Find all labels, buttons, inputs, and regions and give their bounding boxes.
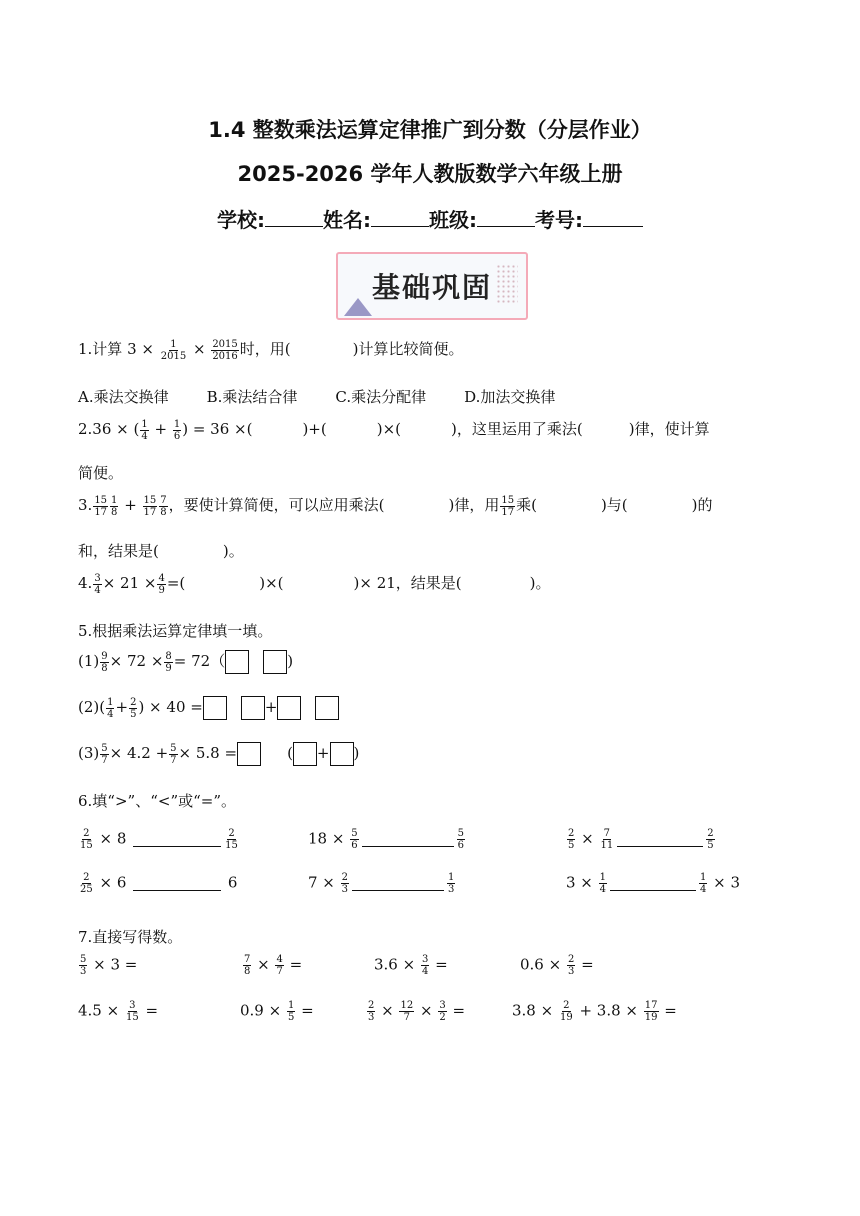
fraction: $\frac{5}{3}$ [80, 954, 87, 977]
fraction: $\frac{1}{4}$ [700, 872, 707, 895]
fraction: $\frac{4}{7}$ [276, 954, 283, 977]
fraction: $\frac{7}{8}$ [160, 494, 167, 518]
comparison-item [78, 828, 240, 851]
fraction: $\frac{1}{4}$ [599, 872, 607, 895]
expression-text: = [284, 955, 303, 974]
name-blank[interactable] [371, 208, 429, 227]
worksheet-subtitle: 2025-2026 学年人教版数学六年级上册 [237, 162, 623, 186]
question-3-cont: 和，结果是( )。 [78, 542, 244, 560]
name-label: 姓名: [323, 208, 371, 232]
expression-text: + 3.8 × [574, 1001, 643, 1020]
q1-text: 1.计算 3 × [78, 340, 154, 358]
class-blank[interactable] [477, 208, 535, 227]
option-b[interactable]: B.乘法结合律 [206, 388, 298, 406]
expression-text: = [430, 955, 448, 974]
fraction: $\frac{2}{5}$ [130, 696, 137, 720]
question-2: 2.36 × ( $\frac{1}{4}$ + $\frac{1}{6}$ ) = 36 ×( )+( )×( )，这里运用了乘法( )律，使计算 [78, 418, 710, 442]
calculation-item[interactable] [78, 954, 137, 977]
expression-text: × 6 [94, 873, 132, 892]
answer-box[interactable] [237, 742, 261, 766]
calculation-item[interactable] [512, 1000, 677, 1023]
option-a[interactable]: A.乘法交换律 [78, 388, 169, 406]
section-banner [336, 252, 528, 320]
fraction: $\frac{7}{8}$ [244, 954, 251, 977]
school-label: 学校: [217, 208, 265, 232]
fraction: $\frac{2}{15}$ [80, 828, 93, 851]
q1-text: )计算比较简便。 [352, 340, 464, 358]
comparison-blank[interactable] [610, 889, 696, 891]
fraction: $\frac{2}{5}$ [707, 828, 714, 851]
expression-text: × [252, 955, 275, 974]
comparison-item [566, 828, 716, 851]
calculation-item[interactable] [366, 1000, 465, 1023]
question-3: 3. $\frac{15}{17}$ $\frac{1}{8}$ + $\frac{15}{17}$ $\frac{7}{8}$ ，要使计算简便，可以应用乘法( )律，用 $\frac{15}{17}$ 乘( )与( )的 [78, 494, 713, 518]
fraction: $\frac{15}{17}$ [143, 494, 157, 518]
question-5-3: (3) $\frac{5}{7}$ × 4.2 + $\frac{5}{7}$ × 5.8 = ( + ) [78, 742, 360, 766]
fraction: $\frac{2}{15}$ [225, 828, 238, 851]
class-label: 班级: [429, 208, 477, 232]
comparison-blank[interactable] [617, 845, 703, 847]
expression-text: × 3 = [88, 955, 138, 974]
expression-text: 7 × [308, 873, 340, 892]
fraction: $\frac{1}{6}$ [173, 418, 181, 442]
fraction: $\frac{1}{4}$ [141, 418, 148, 442]
question-1-options [78, 386, 555, 407]
fraction: $\frac{5}{6}$ [457, 828, 464, 851]
exam-number-blank[interactable] [583, 208, 643, 227]
option-c[interactable]: C.乘法分配律 [335, 388, 427, 406]
fraction: $\frac{1}{5}$ [287, 1000, 295, 1023]
fraction: $\frac{3}{15}$ [125, 1000, 139, 1023]
answer-box[interactable] [315, 696, 339, 720]
fraction: $\frac{2}{19}$ [559, 1000, 573, 1023]
answer-box[interactable] [277, 696, 301, 720]
calculation-item[interactable] [78, 1000, 158, 1023]
school-blank[interactable] [265, 208, 323, 227]
calculation-item[interactable] [374, 954, 448, 977]
fraction: $\frac{2015}{2016}$ [212, 338, 238, 362]
answer-box[interactable] [203, 696, 227, 720]
expression-text: × 8 [94, 829, 132, 848]
expression-text: = [447, 1001, 466, 1020]
expression-text: × [415, 1001, 438, 1020]
fraction: $\frac{5}{7}$ [101, 742, 108, 766]
fraction: $\frac{1}{8}$ [111, 494, 118, 518]
exam-number-label: 考号: [535, 208, 583, 232]
fraction: $\frac{5}{6}$ [351, 828, 358, 851]
expression-text: 18 × [308, 829, 350, 848]
expression-text: 0.6 × [520, 955, 566, 974]
section-banner-text: 基础巩固 [371, 271, 492, 304]
fraction: $\frac{4}{9}$ [158, 572, 165, 596]
fraction: $\frac{9}{8}$ [101, 650, 108, 674]
fraction: $\frac{1}{4}$ [107, 696, 114, 720]
fraction: $\frac{3}{2}$ [439, 1000, 446, 1023]
fraction: $\frac{12}{7}$ [400, 1000, 414, 1023]
fraction: $\frac{15}{17}$ [94, 494, 108, 518]
fraction: $\frac{2}{3}$ [368, 1000, 375, 1023]
calculation-item[interactable] [240, 1000, 314, 1023]
expression-text: × [576, 829, 599, 848]
comparison-blank[interactable] [352, 889, 444, 891]
q1-text: 时，用( [239, 340, 291, 358]
answer-box[interactable] [241, 696, 265, 720]
expression-text: = [659, 1001, 677, 1020]
expression-text: 4.5 × [78, 1001, 124, 1020]
comparison-item [78, 872, 237, 895]
question-2-cont: 简便。 [78, 464, 124, 482]
answer-box[interactable] [293, 742, 317, 766]
expression-text: = [576, 955, 594, 974]
fraction: $\frac{2}{25}$ [80, 872, 93, 895]
question-5-title: 5.根据乘法运算定律填一填。 [78, 622, 273, 640]
question-5-1: (1) $\frac{9}{8}$ × 72 × $\frac{8}{9}$ = 72（ ) [78, 650, 294, 674]
comparison-item [308, 828, 466, 851]
fraction: $\frac{3}{4}$ [94, 572, 101, 596]
question-6-title: 6.填“>”、“<”或“=”。 [78, 792, 237, 810]
comparison-blank[interactable] [362, 845, 454, 847]
option-d[interactable]: D.加法交换律 [464, 388, 556, 406]
worksheet-title: 1.4 整数乘法运算定律推广到分数（分层作业） [208, 118, 652, 142]
comparison-blank[interactable] [133, 845, 221, 847]
comparison-blank[interactable] [133, 889, 221, 891]
expression-text: × [376, 1001, 399, 1020]
expression-text: 6 [223, 873, 238, 892]
fraction: $\frac{2}{3}$ [567, 954, 575, 977]
fraction: $\frac{15}{17}$ [501, 494, 515, 518]
question-7-title: 7.直接写得数。 [78, 928, 183, 946]
question-5-2: (2)( $\frac{1}{4}$ + $\frac{2}{5}$ ) × 40 = + [78, 696, 339, 720]
calculation-item[interactable] [242, 954, 302, 977]
expression-text: = [140, 1001, 159, 1020]
student-info-line [0, 204, 860, 233]
fraction: $\frac{1}{3}$ [448, 872, 455, 895]
fraction: $\frac{2}{5}$ [568, 828, 575, 851]
question-1: 1.计算 3 × $\frac{1}{2015}$ × $\frac{2015}{2016}$ 时，用( )计算比较简便。 [78, 338, 464, 362]
expression-text: = [296, 1001, 314, 1020]
expression-text: 3.6 × [374, 955, 420, 974]
answer-box[interactable] [225, 650, 249, 674]
fraction: $\frac{3}{4}$ [421, 954, 429, 977]
expression-text: 3 × [566, 873, 598, 892]
fraction: $\frac{7}{11}$ [600, 828, 614, 851]
calculation-item[interactable] [520, 954, 594, 977]
question-4: 4. $\frac{3}{4}$ × 21 × $\frac{4}{9}$ =( )×( )× 21，结果是( )。 [78, 572, 551, 596]
answer-box[interactable] [330, 742, 354, 766]
fraction: $\frac{5}{7}$ [170, 742, 177, 766]
fraction: $\frac{17}{19}$ [644, 1000, 658, 1023]
expression-text: 0.9 × [240, 1001, 286, 1020]
answer-box[interactable] [263, 650, 287, 674]
expression-text: × 3 [708, 873, 741, 892]
expression-text: 3.8 × [512, 1001, 558, 1020]
fraction: $\frac{8}{9}$ [165, 650, 172, 674]
comparison-item [308, 872, 456, 895]
comparison-item [566, 872, 740, 895]
fraction: $\frac{1}{2015}$ [160, 338, 187, 362]
fraction: $\frac{2}{3}$ [341, 872, 349, 895]
